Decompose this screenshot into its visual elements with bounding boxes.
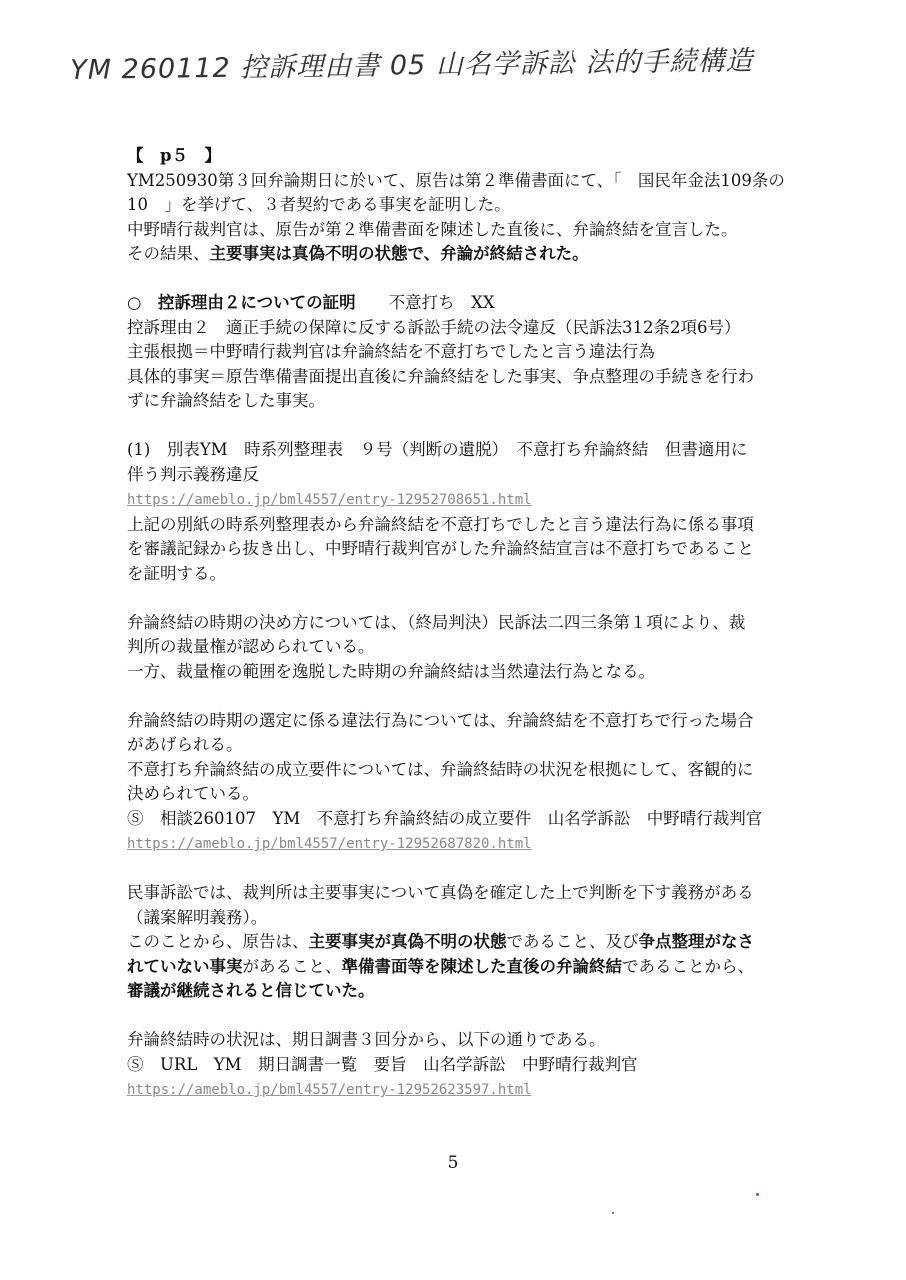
section-heading-rest: 不意打ち XX <box>355 293 495 312</box>
para1-line-4 <box>127 242 839 267</box>
item1-body-3: を証明する。 <box>127 563 226 583</box>
para4-l3-c: であること、及び <box>506 932 639 951</box>
item1-line-1: (1) 別表YM 時系列整理表 ９号（判断の遺脱） 不意打ち弁論終結 但書適用に <box>127 440 748 459</box>
section-line-4: ずに弁論終結をした事実。 <box>127 391 325 410</box>
para4-l4-d: であることから、 <box>622 956 754 976</box>
para3-line-2: があげられる。 <box>127 735 243 754</box>
para1-last-a: その結果、 <box>127 244 210 263</box>
item1-body-2: を審議記録から抜き出し、中野晴行裁判官がした弁論終結宣言は不意打ちであること <box>127 539 754 558</box>
section-heading-bold: ○ 控訴理由２についての証明 <box>127 293 356 312</box>
para5-line-2: Ⓢ URL YM 期日調書一覧 要旨 山名学訴訟 中野晴行裁判官 <box>127 1054 638 1074</box>
page-number: 5 <box>447 1153 459 1173</box>
para4-l4-a: れていない事実 <box>127 956 243 976</box>
para4-line-1: 民事訴訟では、裁判所は主要事実について真偽を確定した上で判断を下す義務がある <box>127 883 754 902</box>
para4-l3-b: 主要事実が真偽不明の状態 <box>308 932 507 951</box>
section-line-2: 主張根拠＝中野晴行裁判官は弁論終結を不意打ちでしたと言う違法行為 <box>127 342 655 361</box>
para5-url-link[interactable]: https://ameblo.jp/bml4557/entry-12952623597.html <box>127 1082 532 1098</box>
para1-last-b: 主要事実は真偽不明の状態で、弁論が終結された。 <box>209 244 589 263</box>
para3-line-1: 弁論終結の時期の選定に係る違法行為については、弁論終結を不意打ちで行った場合 <box>127 710 754 730</box>
item1-body-1: 上記の別紙の時系列整理表から弁論終結を不意打ちでしたと言う違法行為に係る事項 <box>127 514 754 534</box>
para4-l3-a: このことから、原告は、 <box>127 932 309 951</box>
section-line-3: 具体的事実＝原告準備書面提出直後に弁論終結をした事実、争点整理の手続きを行わ <box>127 366 754 386</box>
item1-url-link[interactable]: https://ameblo.jp/bml4557/entry-12952708651.html <box>127 492 532 508</box>
handwritten-title: YM 260112 控訴理由書 05 山名学訴訟 法的手続構造 <box>70 45 754 86</box>
item1-line-2: 伴う判示義務違反 <box>127 464 259 484</box>
scan-speck <box>612 1212 614 1214</box>
page-header: 【 p５ 】 <box>127 146 222 165</box>
document-body <box>127 144 839 1103</box>
para1-line-2: 10 」を挙げて、３者契約である事実を証明した。 <box>127 195 511 214</box>
scan-speck <box>756 1193 759 1196</box>
para4-l3-d: 争点整理がなさ <box>638 932 754 951</box>
para3-line-4: 決められている。 <box>127 784 259 803</box>
section-line-1: 控訴理由２ 適正手続の保障に反する訴訟手続の法令違反（民訴法312条2項6号） <box>127 317 741 337</box>
para3-url-link[interactable]: https://ameblo.jp/bml4557/entry-12952687820.html <box>127 836 532 852</box>
para4-l4-c: 準備書面等を陳述した直後の弁論終結 <box>341 956 622 976</box>
para1-line-1: YM250930第３回弁論期日に於いて、原告は第２準備書面にて、「 国民年金法109条の <box>127 170 785 190</box>
para4-line-4 <box>127 955 839 980</box>
para2-line-1: 弁論終結の時期の決め方については、（終局判決）民訴法二四三条第１項により、裁 <box>127 612 746 632</box>
para4-line-5: 審議が継続されると信じていた。 <box>127 981 375 1000</box>
para3-line-3: 不意打ち弁論終結の成立要件については、弁論終結時の状況を根拠にして、客観的に <box>127 759 754 779</box>
para2-line-2: 判所の裁量権が認められている。 <box>127 637 375 656</box>
para2-line-3: 一方、裁量権の範囲を逸脱した時期の弁論終結は当然違法行為となる。 <box>127 661 655 681</box>
para4-line-3 <box>127 930 839 955</box>
section-heading <box>127 291 839 316</box>
para5-line-1: 弁論終結時の状況は、期日調書３回分から、以下の通りである。 <box>127 1030 606 1049</box>
para4-line-2: （議案解明義務）。 <box>127 907 268 927</box>
para4-l4-b: があること、 <box>242 956 342 976</box>
para1-line-3: 中野晴行裁判官は、原告が第２準備書面を陳述した直後に、弁論終結を宣言した。 <box>127 219 738 239</box>
para3-line-5: Ⓢ 相談260107 YM 不意打ち弁論終結の成立要件 山名学訴訟 中野晴行裁判官 <box>127 808 763 828</box>
